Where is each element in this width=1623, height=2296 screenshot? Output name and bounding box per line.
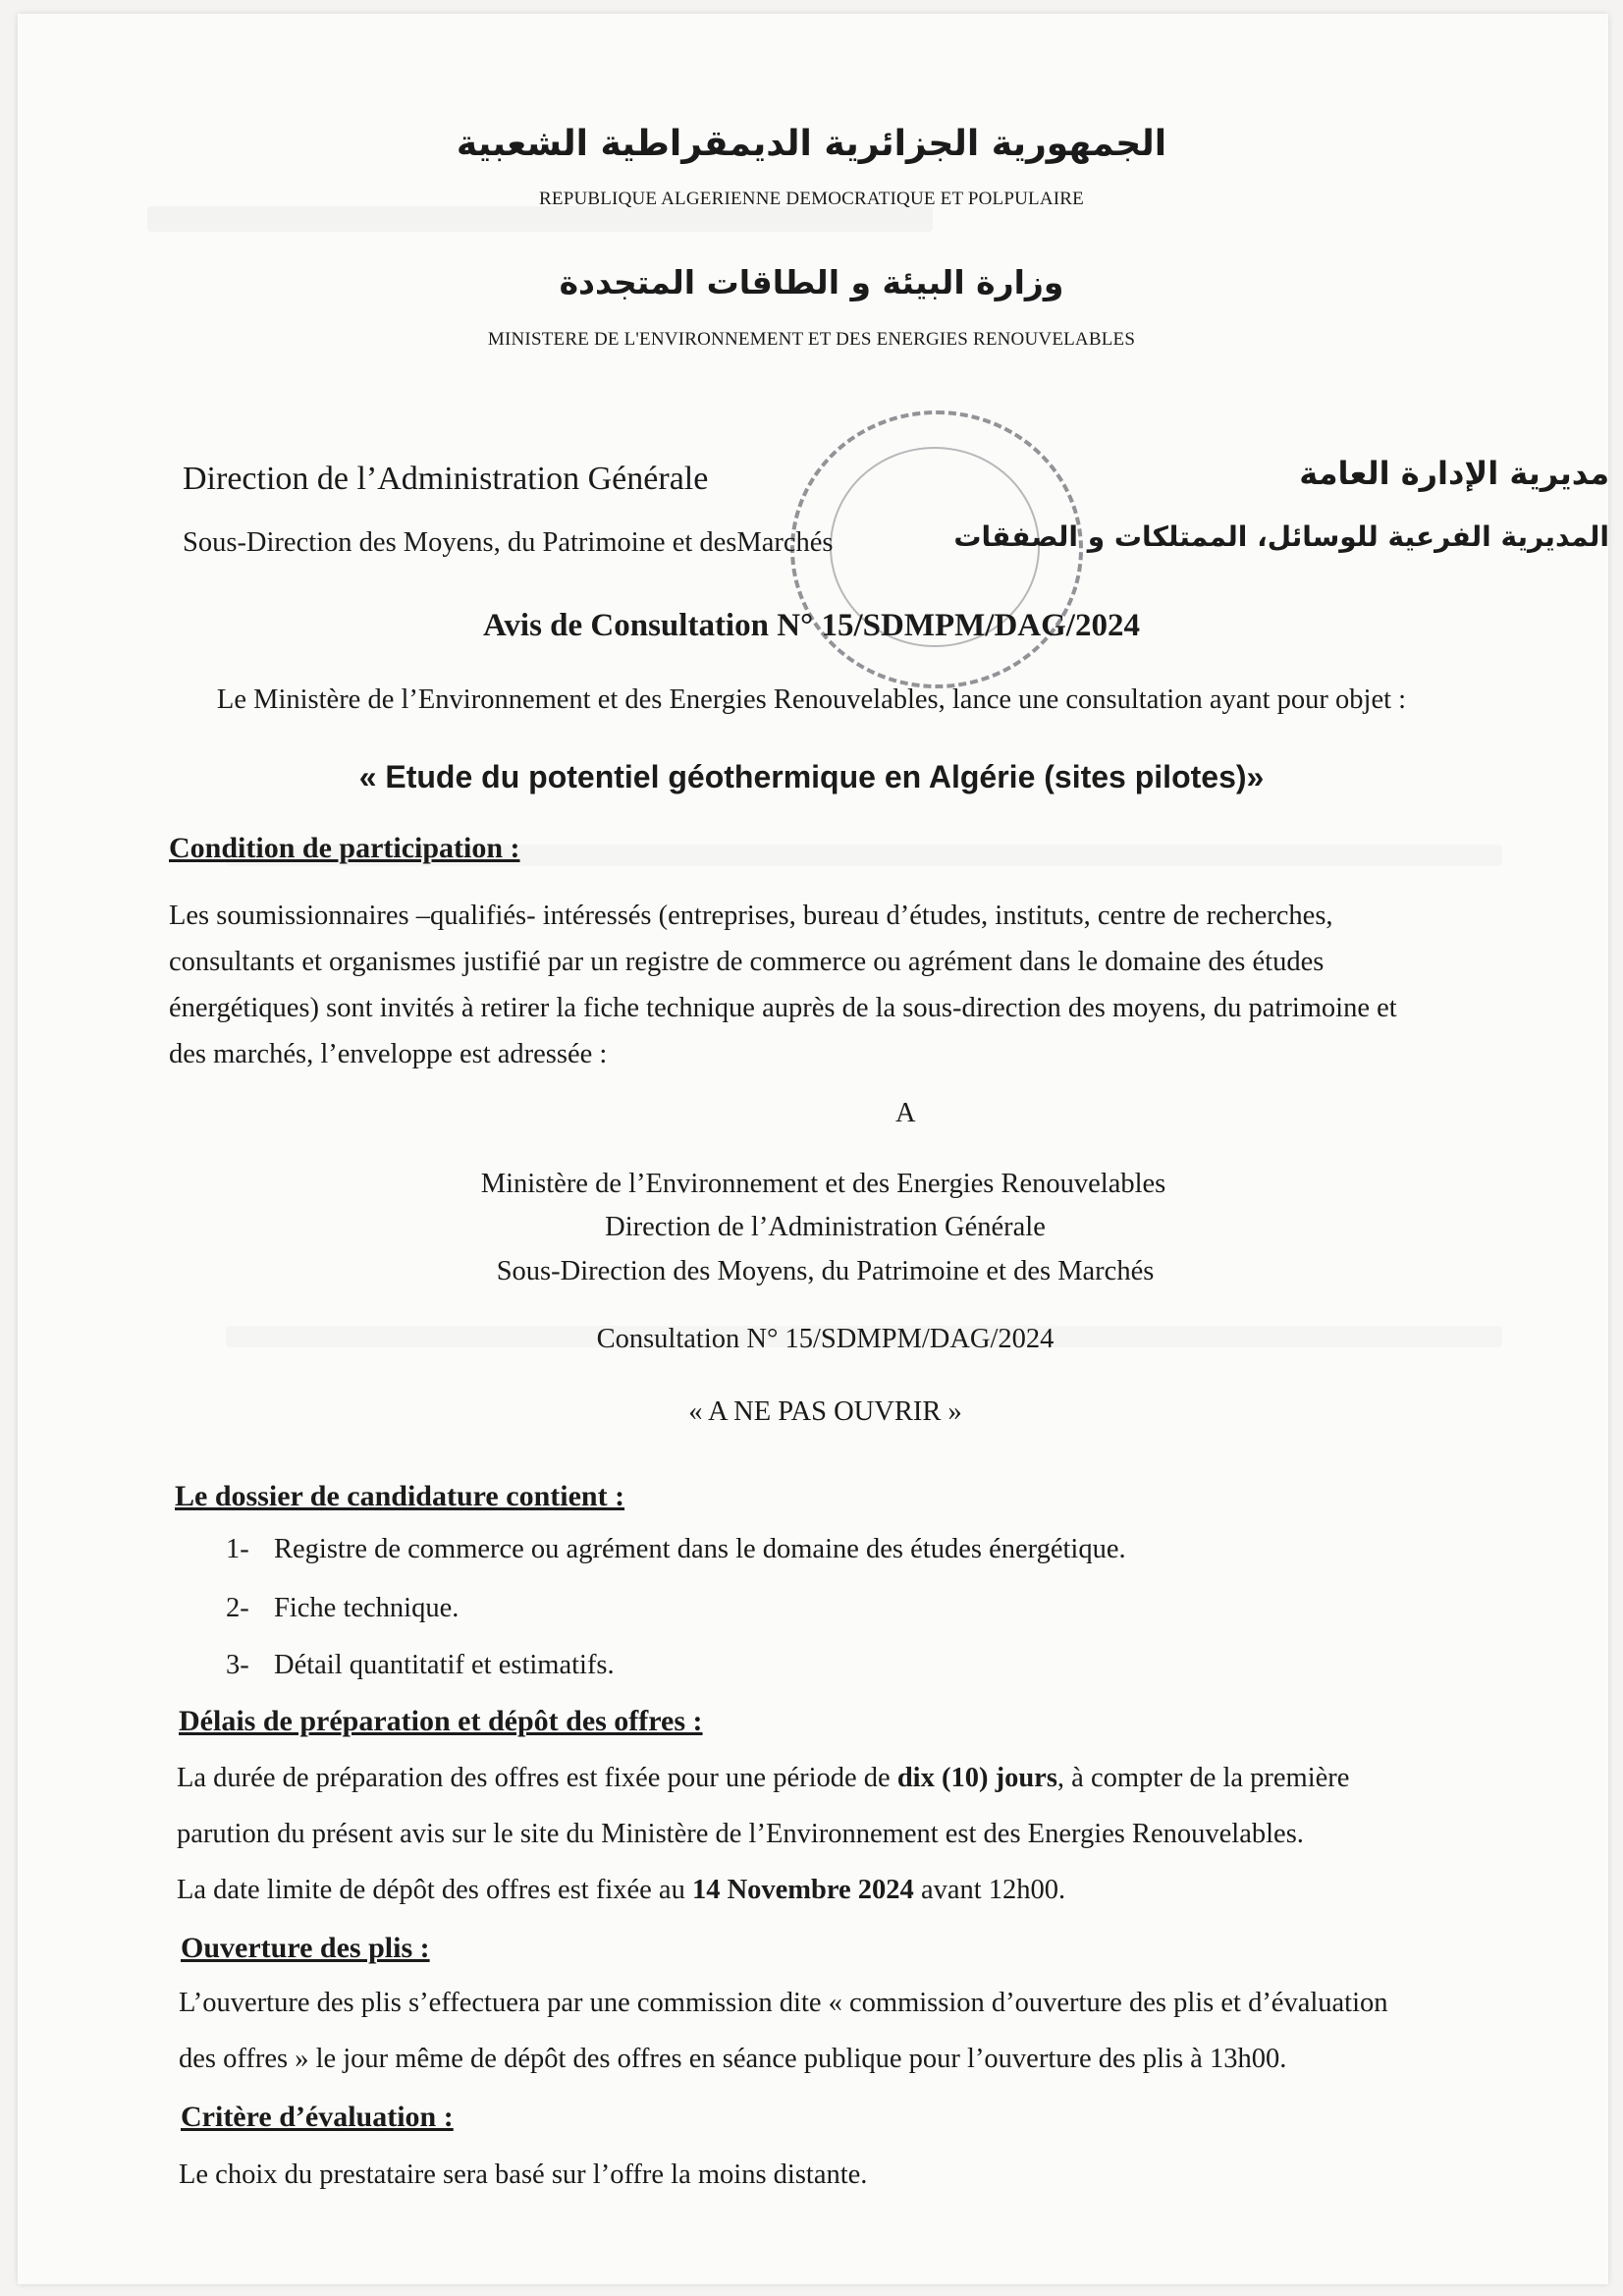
participation-line: Les soumissionnaires –qualifiés- intéressés (entreprises, bureau d’études, instituts, centre de recherches, bbox=[169, 901, 1333, 931]
ministry-name-french: MINISTERE DE L'ENVIRONNEMENT ET DES ENERGIES RENOUVELABLES bbox=[487, 329, 1136, 350]
address-warning: « A NE PAS OUVRIR » bbox=[688, 1396, 962, 1427]
address-to: A bbox=[895, 1098, 916, 1128]
delais-heading: Délais de préparation et dépôt des offres : bbox=[179, 1705, 703, 1737]
delais-text: avant 12h00. bbox=[913, 1875, 1066, 1905]
address-consultation: Consultation N° 15/SDMPM/DAG/2024 bbox=[596, 1324, 1055, 1354]
delais-line-2: parution du présent avis sur le site du Ministère de l’Environnement est des Energies Renouvelables. bbox=[177, 1819, 1304, 1849]
critere-line-1: Le choix du prestataire sera basé sur l’offre la moins distante. bbox=[179, 2159, 868, 2190]
notice-object: « Etude du potentiel géothermique en Algérie (sites pilotes)» bbox=[358, 759, 1265, 794]
notice-title: Avis de Consultation N° 15/SDMPM/DAG/2024 bbox=[483, 608, 1140, 643]
dossier-heading: Le dossier de candidature contient : bbox=[175, 1480, 625, 1512]
address-subdirection: Sous-Direction des Moyens, du Patrimoine et des Marchés bbox=[496, 1256, 1155, 1286]
direction-french: Direction de l’Administration Générale bbox=[183, 461, 709, 497]
delais-text: , à compter de la première bbox=[1056, 1763, 1350, 1793]
critere-heading: Critère d’évaluation : bbox=[181, 2101, 454, 2133]
participation-line: énergétiques) sont invités à retirer la fiche technique auprès de la sous-direction des moyens, du patrimoine et bbox=[169, 993, 1397, 1023]
delais-text: La date limite de dépôt des offres est fixée au bbox=[177, 1875, 692, 1905]
ministry-name-arabic: وزارة البيئة و الطاقات المتجددة bbox=[559, 263, 1064, 301]
participation-line: des marchés, l’enveloppe est adressée : bbox=[169, 1039, 608, 1069]
delais-deadline: 14 Novembre 2024 bbox=[691, 1875, 914, 1905]
direction-arabic: مديرية الإدارة العامة bbox=[1299, 455, 1609, 492]
subdirection-french: Sous-Direction des Moyens, du Patrimoine et desMarchés bbox=[183, 527, 834, 558]
dossier-item: Détail quantitatif et estimatifs. bbox=[274, 1650, 615, 1680]
delais-text: La durée de préparation des offres est fixée pour une période de bbox=[177, 1763, 897, 1793]
address-direction: Direction de l’Administration Générale bbox=[605, 1212, 1046, 1242]
dossier-item-number: 3- bbox=[226, 1650, 249, 1680]
dossier-item-number: 2- bbox=[226, 1593, 249, 1623]
dossier-item-number: 1- bbox=[226, 1534, 249, 1564]
delais-line-3 bbox=[177, 1875, 1065, 1906]
dossier-item: Registre de commerce ou agrément dans le domaine des études énergétique. bbox=[274, 1534, 1126, 1564]
country-name-arabic: الجمهورية الجزائرية الديمقراطية الشعبية bbox=[456, 124, 1167, 164]
participation-heading: Condition de participation : bbox=[169, 832, 520, 864]
dossier-item: Fiche technique. bbox=[274, 1593, 460, 1623]
notice-intro: Le Ministère de l’Environnement et des Energies Renouvelables, lance une consultation ayant pour objet : bbox=[216, 684, 1407, 715]
address-ministry: Ministère de l’Environnement et des Energies Renouvelables bbox=[480, 1169, 1166, 1199]
ouverture-line-1: L’ouverture des plis s’effectuera par une commission dite « commission d’ouverture des plis et d’évaluation bbox=[179, 1988, 1388, 2018]
country-name-french: REPUBLIQUE ALGERIENNE DEMOCRATIQUE ET POLPULAIRE bbox=[539, 189, 1084, 209]
subdirection-arabic: المديرية الفرعية للوسائل، الممتلكات و الصفقات bbox=[953, 520, 1609, 553]
ouverture-heading: Ouverture des plis : bbox=[181, 1932, 430, 1964]
ouverture-line-2: des offres » le jour même de dépôt des offres en séance publique pour l’ouverture des plis à 13h00. bbox=[179, 2044, 1287, 2074]
delais-line-1 bbox=[177, 1763, 1349, 1794]
participation-paragraph bbox=[169, 893, 1397, 1077]
participation-line: consultants et organismes justifié par un registre de commerce ou agrément dans le domaine des études bbox=[169, 947, 1325, 977]
delais-duration: dix (10) jours bbox=[896, 1763, 1057, 1793]
